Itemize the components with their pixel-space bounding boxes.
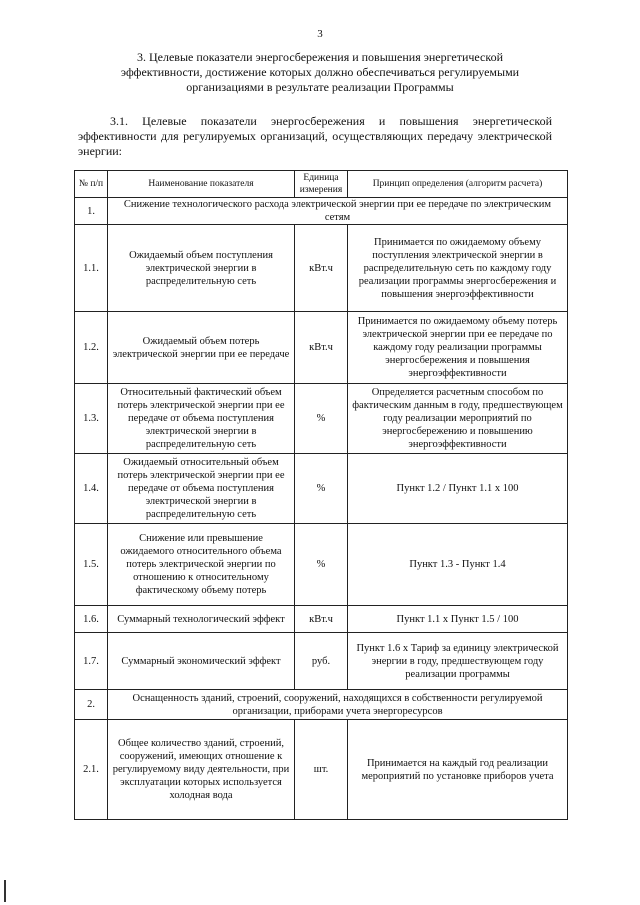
- row-unit: %: [295, 454, 348, 524]
- row-name: Снижение или превышение ожидаемого относительного объема потерь электрической энергии по отношению к относительному фактическому объему потерь: [108, 524, 295, 606]
- table-row-section: [75, 690, 568, 720]
- row-name: Ожидаемый объем потерь электрической энергии при ее передаче: [108, 312, 295, 384]
- page-number: 3: [317, 28, 323, 40]
- table-row: [75, 312, 568, 384]
- section-heading: Оснащенность зданий, строений, сооружений, находящихся в собственности регулируемой организации, приборами учета энергоресурсов: [108, 690, 568, 720]
- row-num: 2.1.: [75, 720, 108, 820]
- table-row: [75, 606, 568, 633]
- table-row-section: [75, 198, 568, 225]
- header-name: Наименование показателя: [108, 171, 295, 198]
- row-name: Относительный фактический объем потерь электрической энергии при ее передаче от объема поступления электрической энергии в распределительную сеть: [108, 384, 295, 454]
- subsection-text: 3.1. Целевые показатели энергосбережения и повышения энергетической эффективности для регулируемых организаций, осуществляющих передачу электрической энергии:: [78, 114, 552, 158]
- table-row: [75, 225, 568, 312]
- scan-edge-mark: [4, 880, 6, 902]
- row-name: Ожидаемый объем поступления электрической энергии в распределительную сеть: [108, 225, 295, 312]
- row-name: Суммарный технологический эффект: [108, 606, 295, 633]
- table-row: [75, 524, 568, 606]
- header-num: № п/п: [75, 171, 108, 198]
- row-principle: Пункт 1.6 х Тариф за единицу электрической энергии в году, предшествующем году реализации программы: [348, 633, 568, 690]
- row-unit: кВт.ч: [295, 312, 348, 384]
- row-principle: Определяется расчетным способом по фактическим данным в году, предшествующем году реализации мероприятий по энергосбережению и повышению энергоэффективности: [348, 384, 568, 454]
- row-unit: руб.: [295, 633, 348, 690]
- row-name: Общее количество зданий, строений, сооружений, имеющих отношение к регулируемому виду деятельности, при эксплуатации которых используется холодная вода: [108, 720, 295, 820]
- row-principle: Пункт 1.1 х Пункт 1.5 / 100: [348, 606, 568, 633]
- row-num: 1.: [75, 198, 108, 225]
- row-unit: %: [295, 524, 348, 606]
- row-unit: шт.: [295, 720, 348, 820]
- table-row: [75, 720, 568, 820]
- header-principle: Принцип определения (алгоритм расчета): [348, 171, 568, 198]
- header-unit: Единица измерения: [295, 171, 348, 198]
- row-num: 2.: [75, 690, 108, 720]
- indicators-table: [74, 170, 568, 820]
- row-num: 1.3.: [75, 384, 108, 454]
- row-principle: Пункт 1.3 - Пункт 1.4: [348, 524, 568, 606]
- section-title: 3. Целевые показатели энергосбережения и повышения энергетической эффективности, достижение которых должно обеспечиваться регулируемыми организациями в результате реализации Программы: [120, 50, 520, 94]
- row-num: 1.1.: [75, 225, 108, 312]
- row-num: 1.2.: [75, 312, 108, 384]
- row-principle: Принимается по ожидаемому объему поступления электрической энергии в распределительную сеть по каждому году реализации программы энергосбережения и повышения энергоэффективности: [348, 225, 568, 312]
- row-num: 1.4.: [75, 454, 108, 524]
- table-row: [75, 454, 568, 524]
- row-num: 1.7.: [75, 633, 108, 690]
- section-heading: Снижение технологического расхода электрической энергии при ее передаче по электрическим сетям: [108, 198, 568, 225]
- row-principle: Принимается по ожидаемому объему потерь электрической энергии при ее передаче по каждому году реализации программы энергосбережения и повышения энергоэффективности: [348, 312, 568, 384]
- row-principle: Принимается на каждый год реализации мероприятий по установке приборов учета: [348, 720, 568, 820]
- row-unit: кВт.ч: [295, 225, 348, 312]
- table-row: [75, 384, 568, 454]
- table-row: [75, 633, 568, 690]
- row-name: Ожидаемый относительный объем потерь электрической энергии при ее передаче от объема поступления электрической энергии в распределительную сеть: [108, 454, 295, 524]
- row-num: 1.6.: [75, 606, 108, 633]
- row-principle: Пункт 1.2 / Пункт 1.1 х 100: [348, 454, 568, 524]
- row-num: 1.5.: [75, 524, 108, 606]
- row-name: Суммарный экономический эффект: [108, 633, 295, 690]
- row-unit: %: [295, 384, 348, 454]
- row-unit: кВт.ч: [295, 606, 348, 633]
